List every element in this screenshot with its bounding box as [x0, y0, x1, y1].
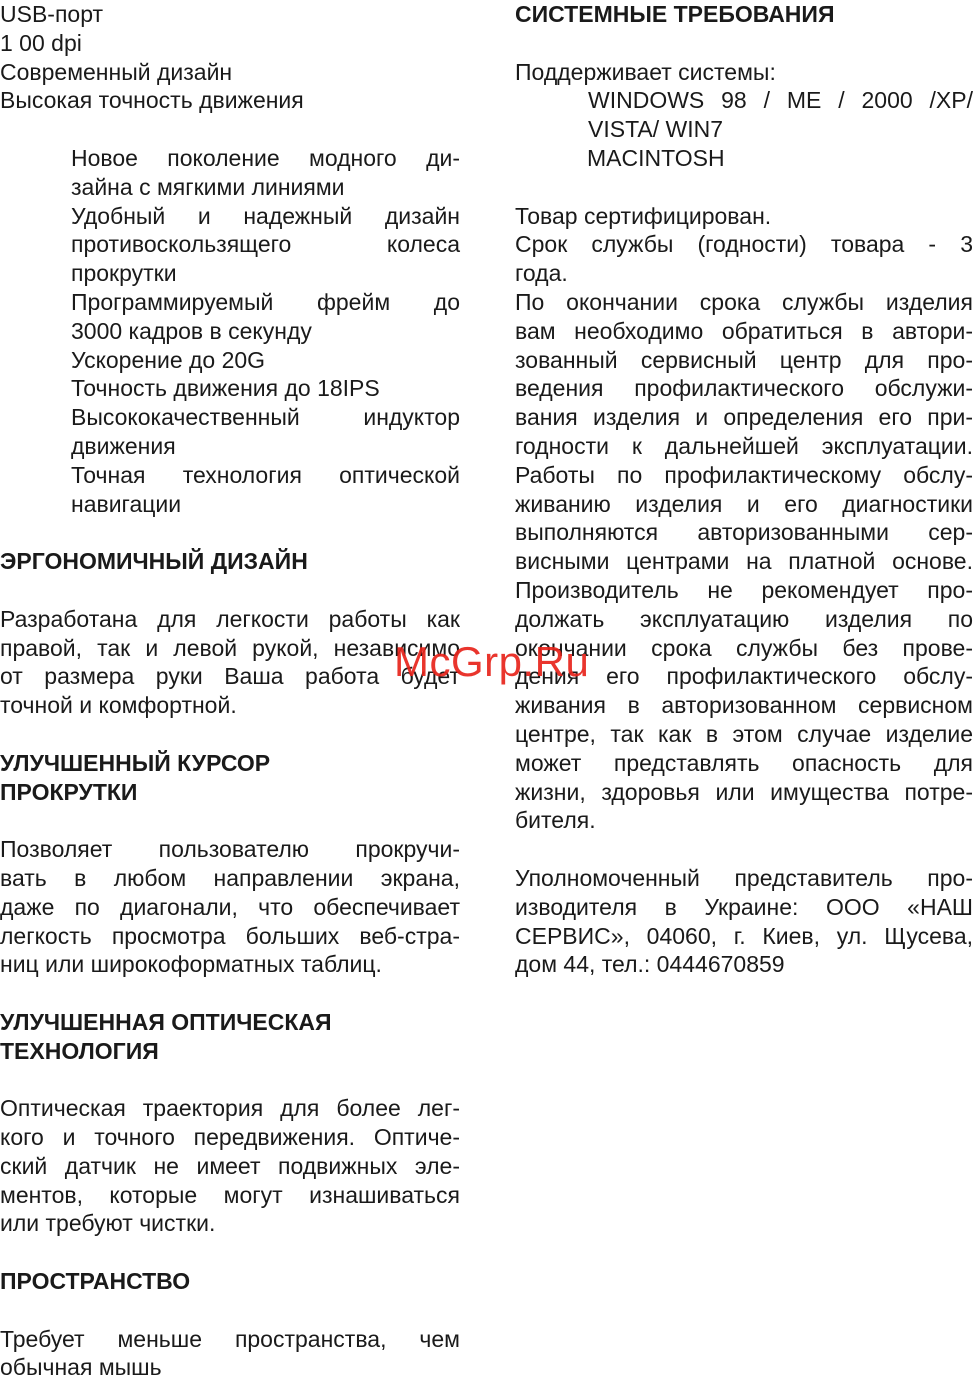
left-column [0, 0, 460, 1382]
system-requirements-title: СИСТЕМНЫЕ ТРЕБОВАНИЯ [515, 1, 835, 27]
feature-line: противоскользящего колеса [71, 231, 460, 258]
section-body-line: Разработана для легкости работы как [0, 605, 460, 632]
cert-line: зованный сервисный центр для про- [515, 346, 973, 373]
section-title: УЛУЧШЕННАЯ ОПТИЧЕСКАЯ [0, 1008, 332, 1035]
feature-line: прокрутки [71, 260, 177, 287]
section-body-line: легкость просмотра больших веб-стра- [0, 922, 460, 949]
cert-line: Производитель не рекомендует про- [515, 576, 973, 603]
feature-line: навигации [71, 490, 182, 517]
feature-line: Высококачественный индуктор [71, 404, 460, 431]
supports-label: Поддерживает системы: [515, 58, 776, 85]
section-body-line: вать в любом направлении экрана, [0, 864, 460, 891]
cert-line: По окончании срока службы изделия [515, 288, 973, 315]
section-title: ТЕХНОЛОГИЯ [0, 1037, 159, 1064]
section-body-line: обычная мышь [0, 1354, 162, 1381]
right-column [515, 0, 973, 979]
cert-line: вам необходимо обратиться в автори- [515, 317, 973, 344]
cert-line: живания в авторизованном сервисном [515, 692, 973, 719]
cert-line: Срок службы (годности) товара - 3 [515, 231, 973, 258]
feature-line: Программируемый фрейм до [71, 288, 460, 315]
section-body-line: Требует меньше пространства, чем [0, 1325, 460, 1352]
section-body-line: Позволяет пользователю прокручи- [0, 836, 460, 863]
section-body-line: точной и комфортной. [0, 692, 237, 719]
section-body-line: правой, так и левой рукой, независимо [0, 634, 460, 661]
cert-line: живанию изделия и его диагностики [515, 490, 973, 517]
feature-line: 3000 кадров в секунду [71, 317, 312, 344]
section-body-line: или требуют чистки. [0, 1210, 216, 1237]
feature-line: Точная технология оптической [71, 461, 460, 488]
representative-line: СЕРВИС», 04060, г. Киев, ул. Щусева, [515, 922, 973, 949]
feature-list [0, 144, 460, 518]
section-title: ПРОСТРАНСТВО [0, 1268, 191, 1295]
cert-line: дения его профилактического обслу- [515, 663, 973, 690]
system-line: WINDOWS 98 / ME / 2000 /XP/ [588, 87, 973, 114]
feature-line: Удобный и надежный дизайн [71, 202, 460, 229]
spec-line: USB-порт [0, 1, 104, 27]
cert-line: года. [515, 260, 568, 287]
feature-line: Точность движения до 18IPS [71, 375, 380, 402]
spec-line: 1 00 dpi [0, 29, 82, 56]
system-line: MACINTOSH [587, 144, 725, 171]
section-body-line: ментов, которые могут изнашиваться [0, 1181, 460, 1208]
representative-line: дом 44, тел.: 0444670859 [515, 951, 785, 978]
cert-line: Товар сертифицирован. [515, 202, 772, 229]
cert-line: годности к дальнейшей эксплуатации. [515, 432, 973, 459]
cert-line: должать эксплуатацию изделия по [515, 605, 973, 632]
section-body-line: от размера руки Ваша работа будет [0, 663, 460, 690]
spec-line: Высокая точность движения [0, 87, 304, 114]
feature-line: движения [71, 432, 176, 459]
cert-line: бителя. [515, 807, 596, 834]
cert-line: ведения профилактического обслужи- [515, 375, 973, 402]
representative-line: Уполномоченный представитель про- [515, 864, 973, 891]
section-body-line: Оптическая траектория для более лег- [0, 1095, 460, 1122]
cert-line: висными центрами на платной основе. [515, 548, 973, 575]
cert-line: окончании срока службы без прове- [515, 634, 973, 661]
section-body-line: даже по диагонали, что обеспечивает [0, 893, 460, 920]
cert-line: жизни, здоровья или имущества потре- [515, 778, 973, 805]
section-body-line: ский датчик не имеет подвижных эле- [0, 1152, 460, 1179]
section-body-line: кого и точного передвижения. Оптиче- [0, 1124, 460, 1151]
spec-line: Современный дизайн [0, 58, 233, 85]
cert-line: выполняются авторизованными сер- [515, 519, 973, 546]
representative-line: изводителя в Украине: ООО «НАШ [515, 893, 973, 920]
feature-line: Ускорение до 20G [71, 346, 266, 373]
feature-line: Новое поколение модного ди- [71, 144, 460, 171]
section-title: УЛУЧШЕННЫЙ КУРСОР [0, 749, 271, 776]
cert-line: центре, так как в этом случае изделие [515, 720, 973, 747]
section-title: ПРОКРУТКИ [0, 778, 138, 805]
section-body-line: ниц или широкоформатных таблиц. [0, 951, 382, 978]
system-line: VISTA/ WIN7 [588, 116, 724, 143]
cert-line: Работы по профилактическому обслу- [515, 461, 973, 488]
feature-line: зайна с мягкими линиями [71, 173, 345, 200]
cert-line: может представлять опасность для [515, 749, 973, 776]
section-title: ЭРГОНОМИЧНЫЙ ДИЗАЙН [0, 548, 308, 575]
watermark: McGrp.Ru [394, 638, 590, 685]
cert-line: вания изделия и определения его при- [515, 404, 973, 431]
